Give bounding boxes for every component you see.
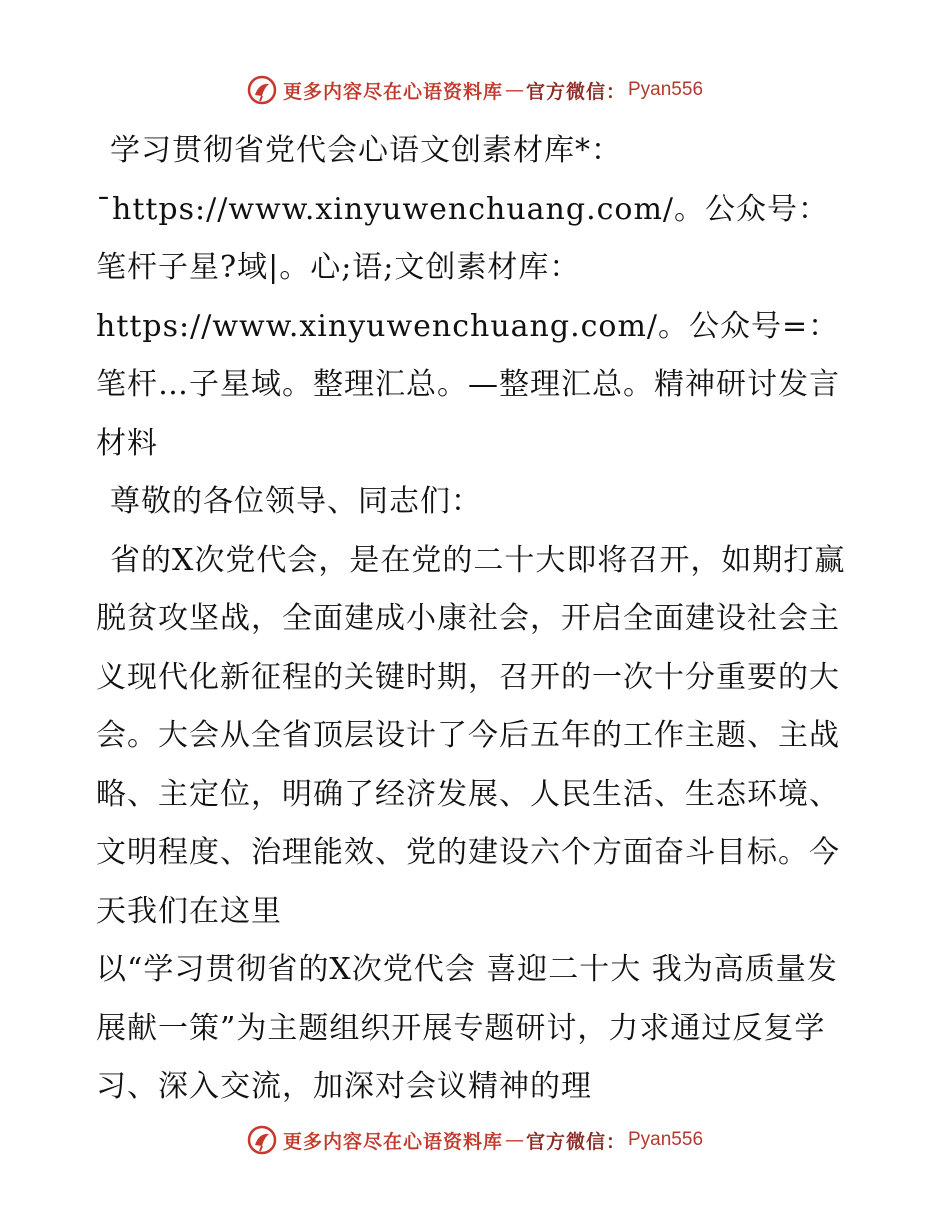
body-paragraph: 省的X次党代会，是在党的二十大即将召开，如期打赢脱贫攻坚战，全面建成小康社会，开启全面建设社会主义现代化新征程的关键时期，召开的一次十分重要的大会。大会从全省顶层设计了今后五年的工作主题、主战略、主定位，明确了经济发展、人民生活、生态环境、文明程度、治理能效、党的建设六个方面奋斗目标。今天我们在这里: [96, 542, 846, 929]
banner-separator: —: [504, 1129, 524, 1151]
salutation: 尊敬的各位领导、同志们：: [110, 484, 482, 519]
banner-text: 更多内容尽在心语资料库: [282, 80, 503, 103]
logo-icon: [247, 75, 277, 105]
logo-icon: [247, 1125, 277, 1155]
body-paragraph: 以“学习贯彻省的X次党代会 喜迎二十大 我为高质量发展献一策”为主题组织开展专题研讨，力求通过反复学习、深入交流，加深对会议精神的理: [96, 952, 838, 1104]
header-banner: [0, 70, 950, 110]
footer-banner: [0, 1120, 950, 1160]
banner-label: 官方微信：: [525, 80, 626, 103]
banner-separator: —: [504, 79, 524, 101]
document-body: [96, 122, 856, 1117]
banner-text: 更多内容尽在心语资料库: [282, 1130, 503, 1153]
banner-handle: Pyan556: [628, 1129, 704, 1150]
title-paragraph: 学习贯彻省党代会心语文创素材库*：¯https://www.xinyuwenchuang.com/。公众号：笔杆子星?域|。心;语;文创素材库：https://www.xinyuwenchuang.com/。公众号=：笔杆…子星域。整理汇总。—整理汇总。精神研讨发言材料: [96, 133, 840, 461]
banner-label: 官方微信：: [525, 1130, 626, 1153]
banner-handle: Pyan556: [628, 79, 704, 100]
